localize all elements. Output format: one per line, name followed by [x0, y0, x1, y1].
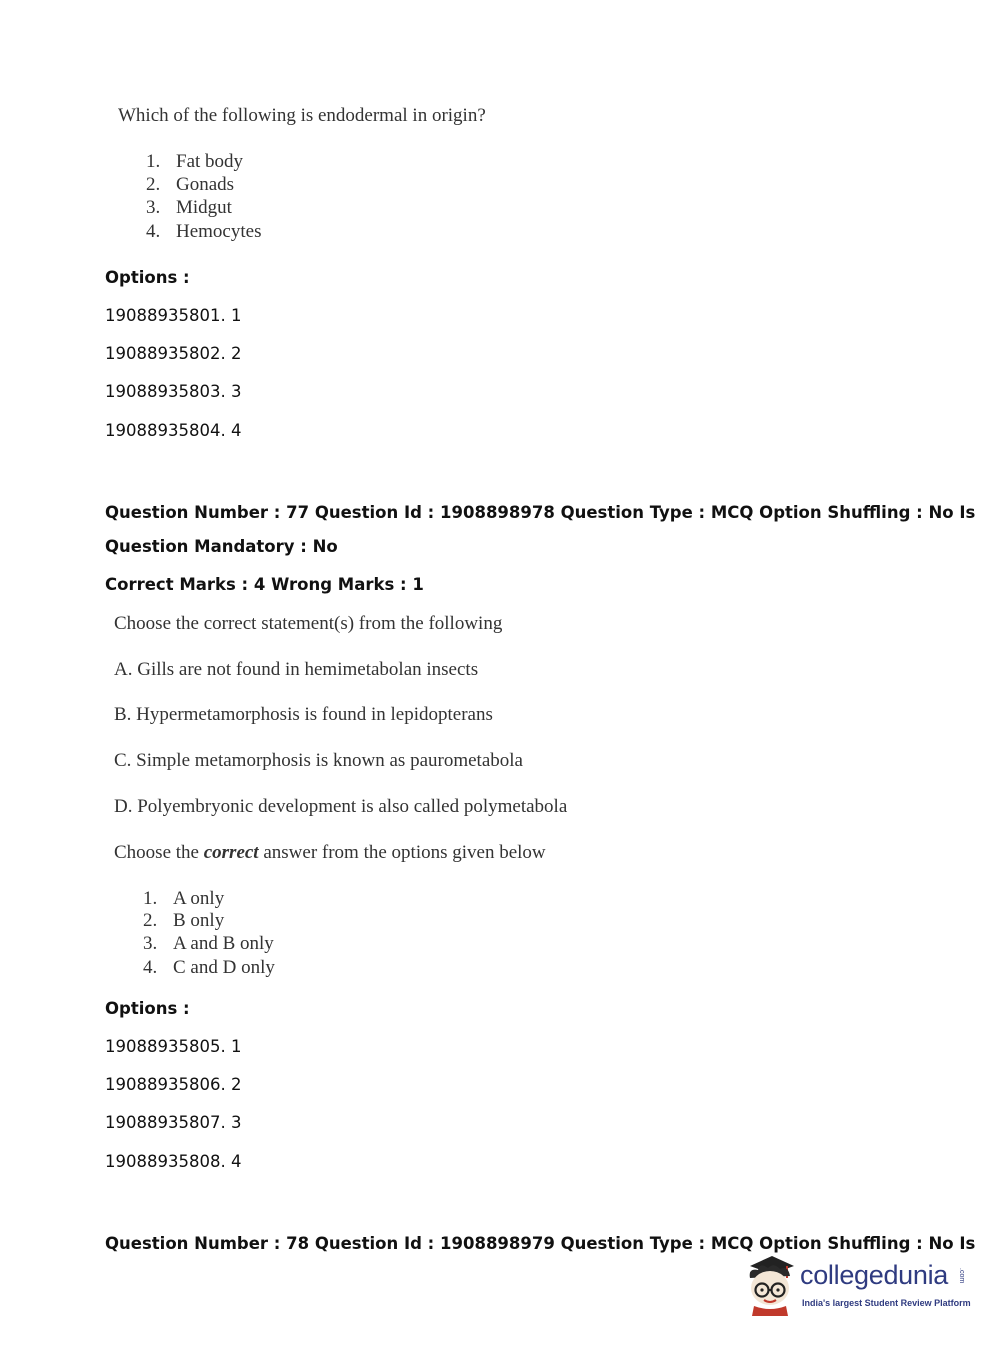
q77-marks: Correct Marks : 4 Wrong Marks : 1	[105, 575, 424, 594]
q76-choice-4: 4. Hemocytes	[146, 221, 262, 242]
logo-domain-suffix: .com	[958, 1268, 965, 1284]
q77-statement-d: D. Polyembryonic development is also called polymetabola	[114, 796, 568, 817]
q77-header: Question Number : 77 Question Id : 1908898978 Question Type : MCQ Option Shuffling : No Is	[105, 503, 976, 522]
logo-tagline: India's largest Student Review Platform	[802, 1298, 971, 1308]
q76-choice-2: 2. Gonads	[146, 174, 235, 195]
q76-option-2: 19088935802. 2	[105, 344, 242, 363]
q76-option-4: 19088935804. 4	[105, 421, 242, 440]
q77-choice-2: 2. B only	[143, 910, 225, 931]
q76-choice-1: 1. Fat body	[146, 151, 244, 172]
q77-options-label: Options :	[105, 999, 190, 1018]
q77-option-1: 19088935805. 1	[105, 1037, 242, 1056]
q76-stem: Which of the following is endodermal in origin?	[118, 105, 486, 126]
q77-choice-4: 4. C and D only	[143, 957, 275, 978]
q76-option-3: 19088935803. 3	[105, 382, 242, 401]
q76-choice-3: 3. Midgut	[146, 197, 232, 218]
q77-stem: Choose the correct statement(s) from the following	[114, 613, 503, 634]
q76-option-1: 19088935801. 1	[105, 306, 242, 325]
q77-instruction: Choose the correct answer from the options given below	[114, 842, 546, 863]
q77-statement-c: C. Simple metamorphosis is known as paurometabola	[114, 750, 523, 771]
q77-option-4: 19088935808. 4	[105, 1152, 242, 1171]
q76-options-label: Options :	[105, 268, 190, 287]
logo-wordmark: collegedunia	[800, 1260, 949, 1290]
q77-option-2: 19088935806. 2	[105, 1075, 242, 1094]
q77-choice-1: 1. A only	[143, 888, 225, 909]
q77-mandatory: Question Mandatory : No	[105, 537, 338, 556]
q77-statement-b: B. Hypermetamorphosis is found in lepidopterans	[114, 704, 493, 725]
q77-option-3: 19088935807. 3	[105, 1113, 242, 1132]
q77-choice-3: 3. A and B only	[143, 933, 274, 954]
q77-statement-a: A. Gills are not found in hemimetabolan insects	[114, 659, 479, 680]
collegedunia-logo	[742, 1252, 972, 1322]
student-mascot-icon	[742, 1252, 800, 1318]
q78-header: Question Number : 78 Question Id : 1908898979 Question Type : MCQ Option Shuffling : No Is	[105, 1234, 976, 1253]
